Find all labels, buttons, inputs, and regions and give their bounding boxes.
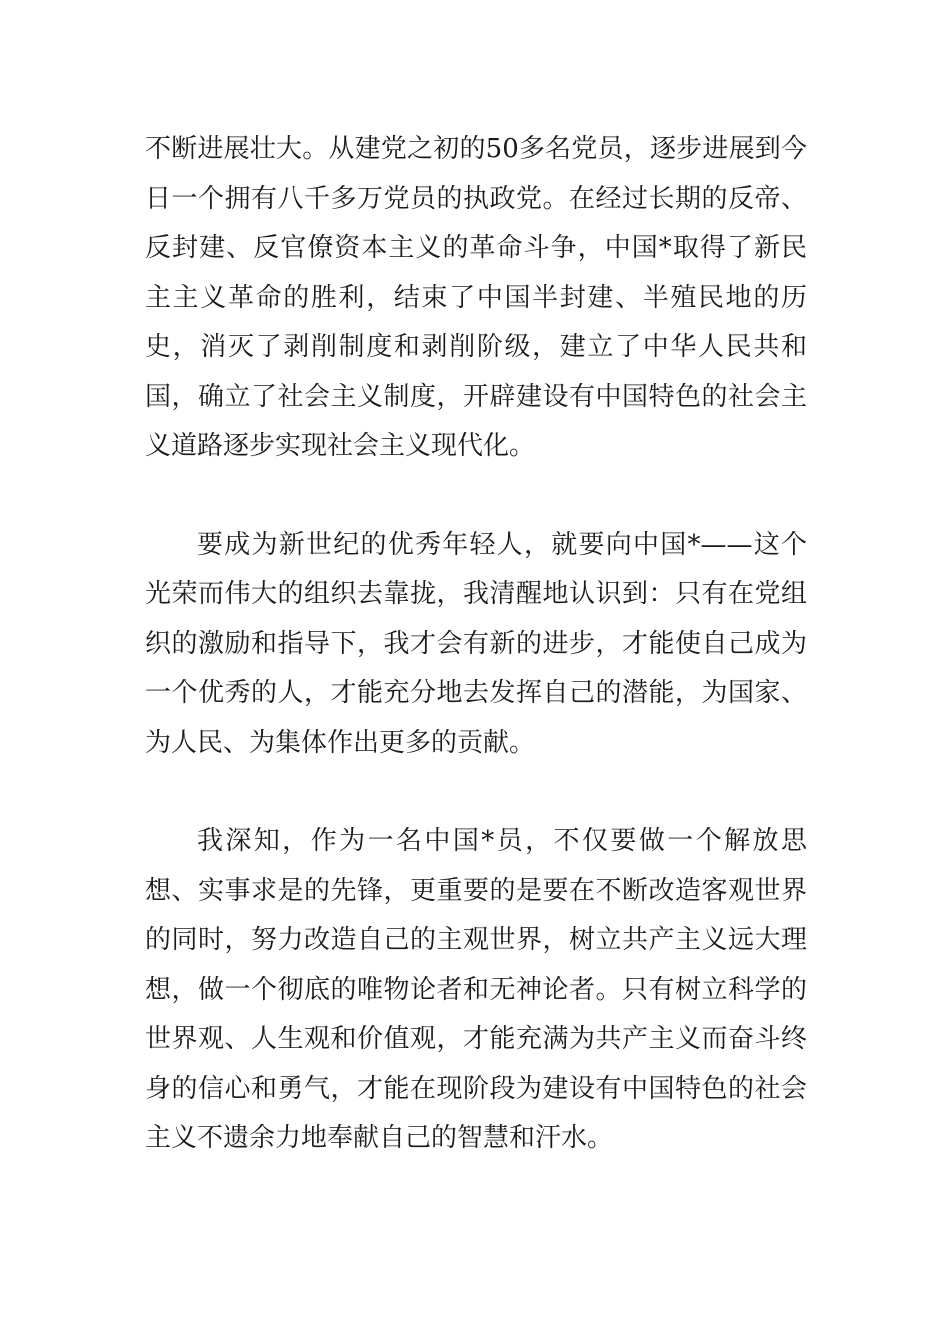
paragraph-3: 我深知，作为一名中国*员，不仅要做一个解放思想、实事求是的先锋，更重要的是要在不断改造客观世界的同时，努力改造自己的主观世界，树立共产主义远大理想，做一个彻底的唯物论者和无神论者。只有树立科学的世界观、人生观和价值观，才能充满为共产主义而奋斗终身的信心和勇气，才能在现阶段为建设有中国特色的社会主义不遗余力地奉献自己的智慧和汗水。 [145, 826, 807, 1153]
paragraph-2: 要成为新世纪的优秀年轻人，就要向中国*——这个光荣而伟大的组织去靠拢，我清醒地认识到：只有在党组织的激励和指导下，我才会有新的进步，才能使自己成为一个优秀的人，才能充分地去发挥自己的潜能，为国家、为人民、为集体作出更多的贡献。 [145, 529, 807, 758]
paragraph-1: 不断进展壮大。从建党之初的50多名党员，逐步进展到今日一个拥有八千多万党员的执政党。在经过长期的反帝、反封建、反官僚资本主义的革命斗争，中国*取得了新民主主义革命的胜利，结束了中国半封建、半殖民地的历史，消灭了剥削制度和剥削阶级，建立了中华人民共和国，确立了社会主义制度，开辟建设有中国特色的社会主义道路逐步实现社会主义现代化。 [145, 134, 807, 461]
document-body [145, 125, 807, 1164]
